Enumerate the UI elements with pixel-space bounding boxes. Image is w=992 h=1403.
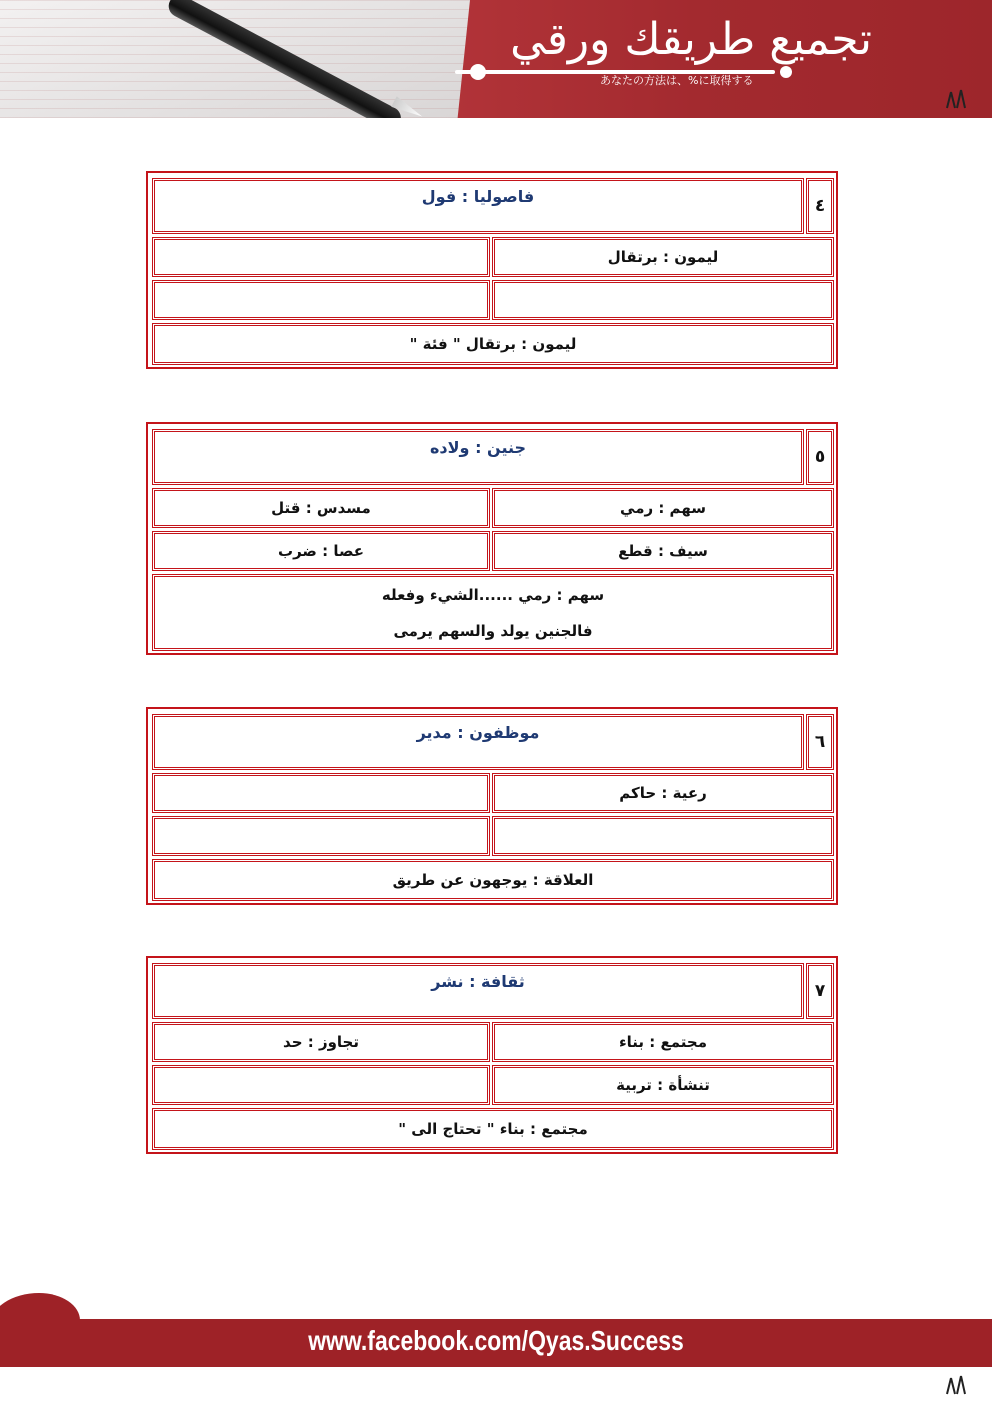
- brand-logo-icon: [936, 84, 976, 110]
- question-block-5: [146, 422, 838, 655]
- header-dot-right: [780, 66, 792, 78]
- answer-note-line: مجتمع : بناء " تحتاج الى ": [398, 1120, 588, 1138]
- header-subtitle: あなたの方法は、%に取得する: [600, 74, 754, 87]
- page-footer: [0, 1319, 992, 1367]
- option-c[interactable]: تنشأة : تربية: [492, 1065, 834, 1105]
- option-a[interactable]: رعية : حاكم: [492, 773, 834, 813]
- footer-blob: [0, 1293, 80, 1353]
- question-number: ٤: [806, 178, 834, 234]
- question-number: ٦: [806, 714, 834, 770]
- answer-note: [152, 859, 834, 901]
- option-c[interactable]: [492, 816, 834, 856]
- answer-note-line: ليمون : برتقال " فئة ": [409, 335, 577, 353]
- option-c[interactable]: [492, 280, 834, 320]
- option-a[interactable]: سهم : رمي: [492, 488, 834, 528]
- brand-logo-icon: [936, 1370, 976, 1396]
- question-number: ٥: [806, 429, 834, 485]
- answer-note: [152, 1108, 834, 1150]
- header-title: تجميع طريقك ورقي: [510, 14, 872, 65]
- page-header: [0, 0, 992, 118]
- question-prompt: جنين : ولاده: [152, 429, 804, 485]
- option-c[interactable]: سيف : قطع: [492, 531, 834, 571]
- question-prompt: ثقافة : نشر: [152, 963, 804, 1019]
- option-d[interactable]: [152, 1065, 490, 1105]
- question-block-7: [146, 956, 838, 1154]
- answer-note-line: فالجنين يولد والسهم يرمى: [393, 621, 593, 640]
- question-number: ٧: [806, 963, 834, 1019]
- answer-note: [152, 323, 834, 365]
- option-b[interactable]: تجاوز : حد: [152, 1022, 490, 1062]
- answer-note-line: العلاقة : يوجهون عن طريق: [392, 871, 594, 889]
- option-d[interactable]: [152, 816, 490, 856]
- option-b[interactable]: [152, 773, 490, 813]
- footer-url-link[interactable]: www.facebook.com/Qyas.Success: [308, 1325, 684, 1356]
- question-prompt: موظفون : مدير: [152, 714, 804, 770]
- question-prompt: فاصوليا : فول: [152, 178, 804, 234]
- option-b[interactable]: [152, 237, 490, 277]
- question-block-6: [146, 707, 838, 905]
- option-a[interactable]: ليمون : برتقال: [492, 237, 834, 277]
- question-block-4: [146, 171, 838, 369]
- option-b[interactable]: مسدس : قتل: [152, 488, 490, 528]
- answer-note: [152, 574, 834, 651]
- answer-note-line: سهم : رمي ......الشيء وفعله: [381, 585, 605, 604]
- option-a[interactable]: مجتمع : بناء: [492, 1022, 834, 1062]
- option-d[interactable]: [152, 280, 490, 320]
- option-d[interactable]: عصا : ضرب: [152, 531, 490, 571]
- header-dot-left: [470, 64, 486, 80]
